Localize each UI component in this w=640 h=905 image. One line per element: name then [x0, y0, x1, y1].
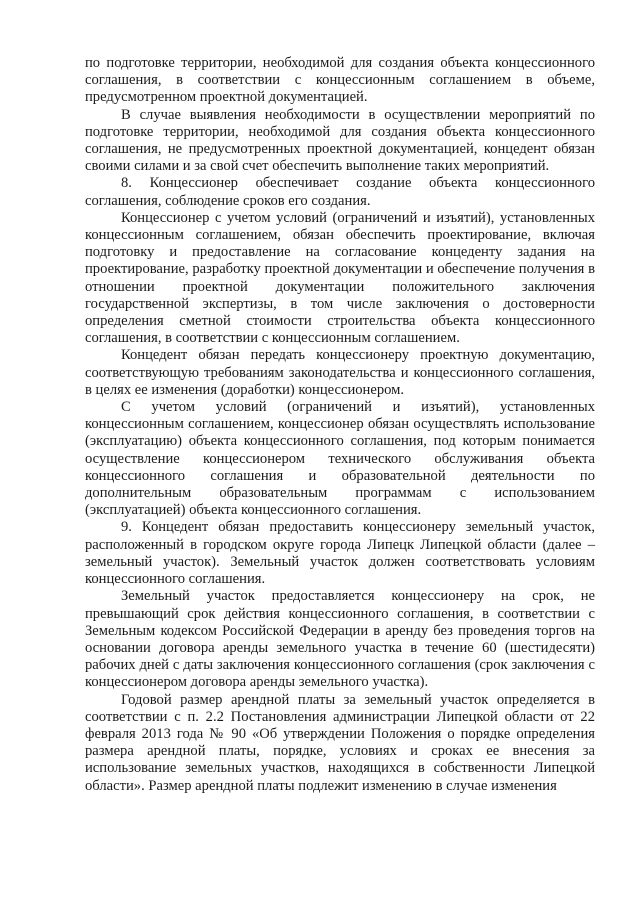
document-body	[85, 55, 595, 795]
paragraph-clause-9: 9. Концедент обязан предоставить концессионеру земельный участок, расположенный в городском округе города Липецк Липецкой области (далее – земельный участок). Земельный участок должен соответствовать условиям концессионного соглашения.	[85, 519, 595, 588]
paragraph-operation-obligations: С учетом условий (ограничений и изъятий), установленных концессионным соглашением, концессионер обязан осуществлять использование (эксплуатацию) объекта концессионного соглашения, под которым понимается осуществление концессионером технического обслуживания объекта концессионного соглашения и образовательной деятельности по дополнительным образовательным программам с использованием (эксплуатацией) объекта концессионного соглашения.	[85, 399, 595, 519]
paragraph-annual-rent: Годовой размер арендной платы за земельный участок определяется в соответствии с п. 2.2 Постановления администрации Липецкой области от 22 февраля 2013 года № 90 «Об утверждении Положения о порядке определения размера арендной платы, порядке, условиях и сроках ее внесения за использование земельных участков, находящихся в собственности Липецкой области». Размер арендной платы подлежит изменению в случае изменения	[85, 691, 595, 794]
paragraph-clause-8: 8. Концессионер обеспечивает создание объекта концессионного соглашения, соблюдение сроков его создания.	[85, 175, 595, 209]
paragraph-design-documentation-transfer: Концедент обязан передать концессионеру проектную документацию, соответствующую требованиям законодательства и концессионного соглашения, в целях ее изменения (доработки) концессионером.	[85, 347, 595, 398]
paragraph-design-obligations: Концессионер с учетом условий (ограничений и изъятий), установленных концессионным соглашением, обязан обеспечить проектирование, включая подготовку и предоставление на согласование концеденту задания на проектирование, разработку проектной документации и обеспечение получения в отношении проектной документации положительного заключения государственной экспертизы, в том числе заключения о достоверности определения сметной стоимости строительства объекта концессионного соглашения, в соответствии с концессионным соглашением.	[85, 209, 595, 347]
paragraph-continuation: по подготовке территории, необходимой для создания объекта концессионного соглашения, в соответствии с концессионным соглашением в объеме, предусмотренном проектной документацией.	[85, 55, 595, 106]
paragraph-territory-preparation: В случае выявления необходимости в осуществлении мероприятий по подготовке территории, необходимой для создания объекта концессионного соглашения, не предусмотренных проектной документацией, концедент обязан своими силами и за свой счет обеспечить выполнение таких мероприятий.	[85, 106, 595, 175]
paragraph-land-lease-terms: Земельный участок предоставляется концессионеру на срок, не превышающий срок действия концессионного соглашения, в соответствии с Земельным кодексом Российской Федерации в аренду без проведения торгов на основании договора аренды земельного участка в течение 60 (шестидесяти) рабочих дней с даты заключения концессионного соглашения (срок заключения с концессионером договора аренды земельного участка).	[85, 588, 595, 691]
